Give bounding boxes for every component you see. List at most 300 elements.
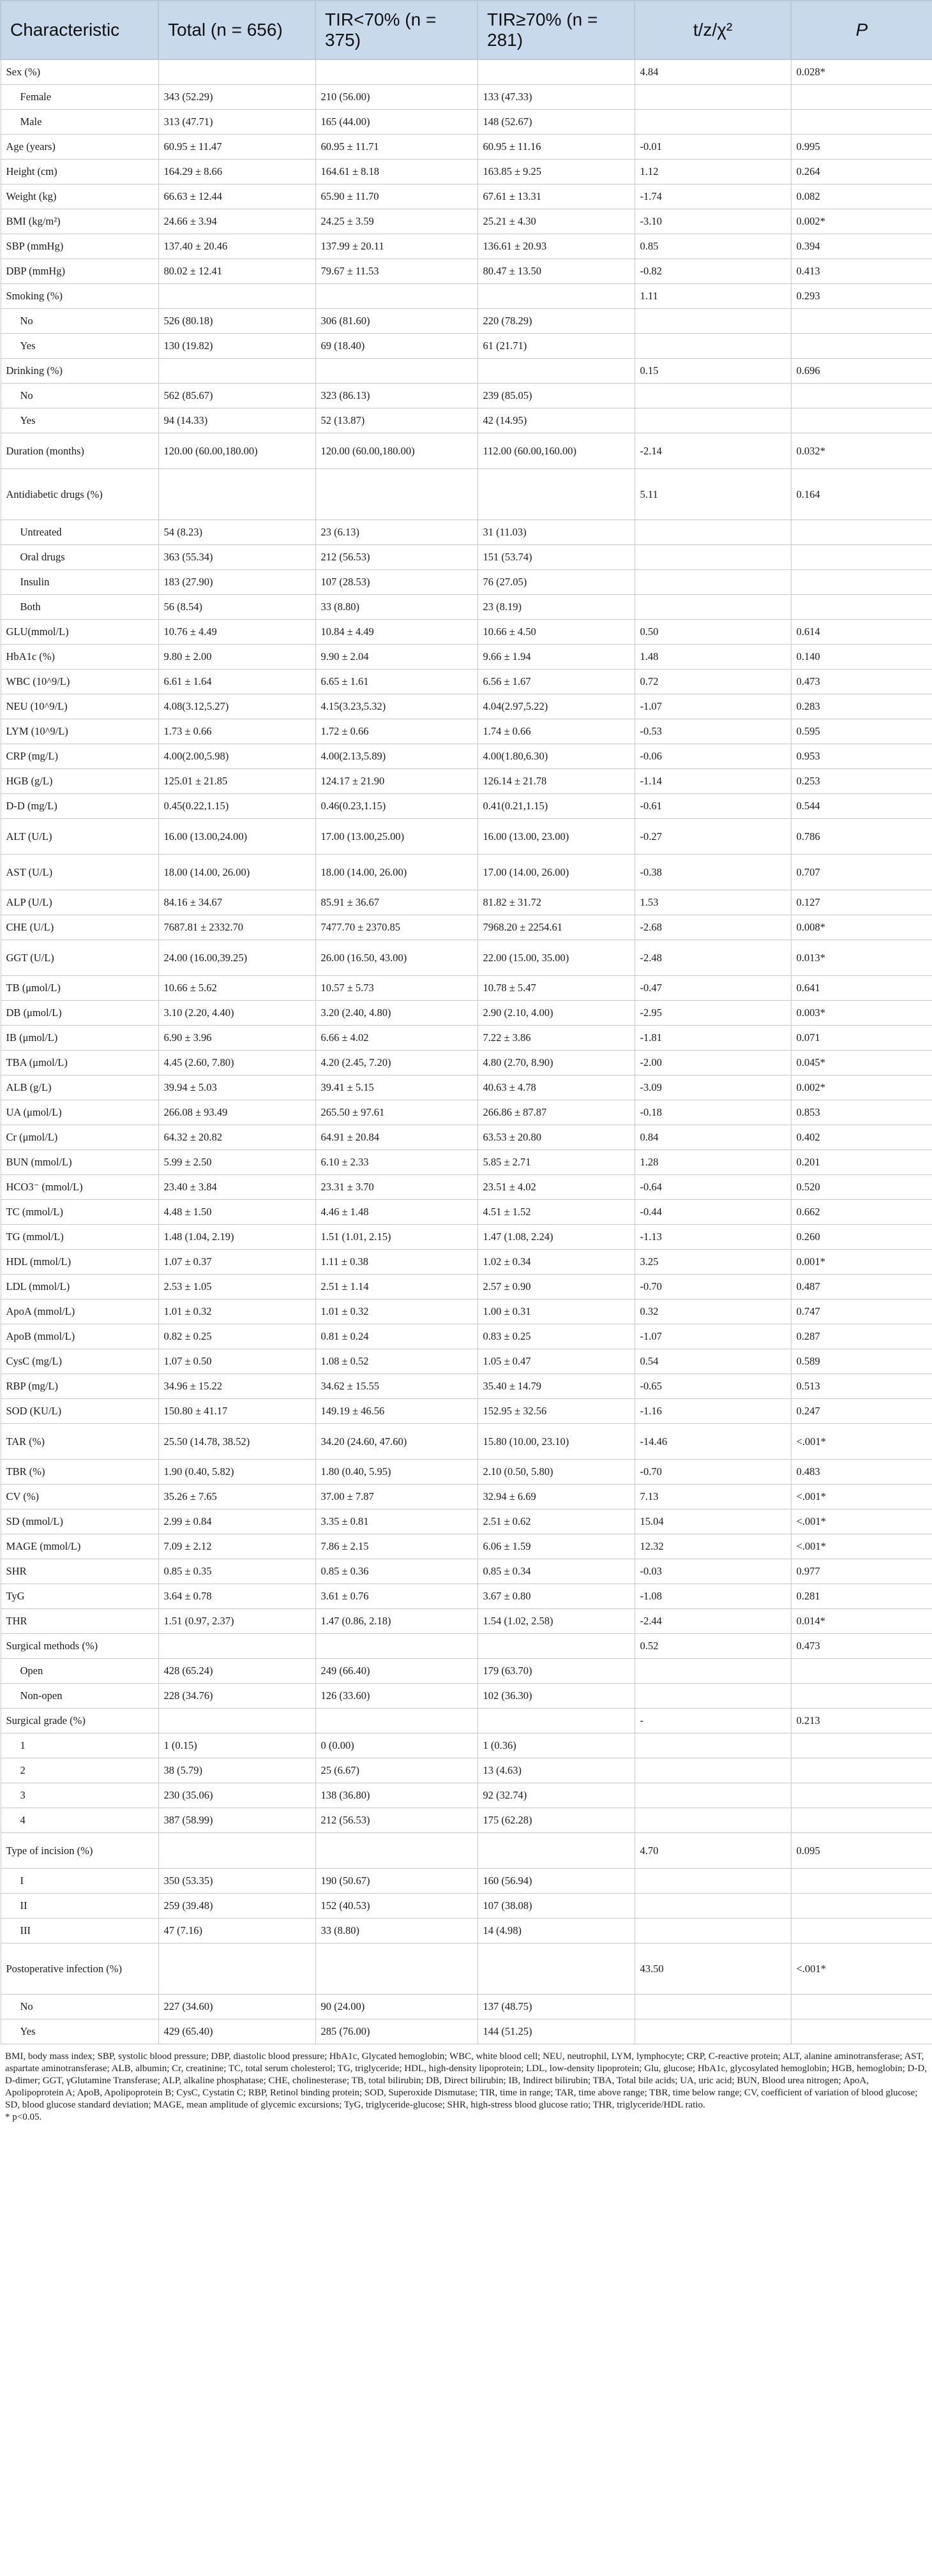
tir-low-cell: 164.61 ± 8.18 (315, 159, 477, 184)
total-cell: 183 (27.90) (158, 569, 315, 594)
total-cell: 1.07 ± 0.50 (158, 1349, 315, 1374)
table-row (1, 1683, 932, 1708)
tir-high-cell: 60.95 ± 11.16 (477, 134, 635, 159)
characteristic-cell: No (1, 383, 158, 408)
total-cell: 35.26 ± 7.65 (158, 1484, 315, 1509)
tir-low-cell: 10.57 ± 5.73 (315, 975, 477, 1000)
table-row (1, 719, 932, 744)
table-row (1, 520, 932, 544)
table-row (1, 258, 932, 283)
tir-low-cell: 7.86 ± 2.15 (315, 1534, 477, 1559)
tir-low-cell: 60.95 ± 11.71 (315, 134, 477, 159)
p-value-cell: 0.003* (791, 1000, 932, 1025)
statistic-cell: 1.53 (635, 890, 791, 915)
statistic-cell: -2.44 (635, 1608, 791, 1633)
statistic-cell: 4.84 (635, 59, 791, 84)
p-value-cell (791, 383, 932, 408)
table-row (1, 890, 932, 915)
header-row (1, 1, 932, 59)
tir-high-cell: 42 (14.95) (477, 408, 635, 433)
tir-high-cell: 0.41(0.21,1.15) (477, 793, 635, 818)
total-cell: 387 (58.99) (158, 1808, 315, 1832)
total-cell: 6.61 ± 1.64 (158, 669, 315, 694)
characteristic-cell: Insulin (1, 569, 158, 594)
table-row (1, 184, 932, 209)
table-row (1, 1125, 932, 1149)
total-cell: 60.95 ± 11.47 (158, 134, 315, 159)
statistic-cell (635, 1758, 791, 1783)
statistic-cell: - (635, 1708, 791, 1733)
tir-low-cell: 4.00(2.13,5.89) (315, 744, 477, 768)
tir-high-cell: 23 (8.19) (477, 594, 635, 619)
tir-low-cell: 64.91 ± 20.84 (315, 1125, 477, 1149)
table-row (1, 1423, 932, 1459)
tir-high-cell: 2.90 (2.10, 4.00) (477, 1000, 635, 1025)
tir-low-cell (315, 283, 477, 308)
characteristic-cell: THR (1, 1608, 158, 1633)
tir-high-cell: 3.67 ± 0.80 (477, 1584, 635, 1608)
characteristic-cell: GGT (U/L) (1, 940, 158, 975)
table-row (1, 1249, 932, 1274)
p-value-cell: 0.394 (791, 234, 932, 258)
header-total: Total (n = 656) (158, 1, 315, 59)
characteristic-cell: GLU(mmol/L) (1, 619, 158, 644)
total-cell: 34.96 ± 15.22 (158, 1374, 315, 1398)
p-value-cell: <.001* (791, 1943, 932, 1994)
statistic-cell: -2.95 (635, 1000, 791, 1025)
p-value-cell: 0.082 (791, 184, 932, 209)
statistic-cell (635, 594, 791, 619)
p-value-cell (791, 1733, 932, 1758)
total-cell: 4.48 ± 1.50 (158, 1199, 315, 1224)
statistic-cell: -0.64 (635, 1174, 791, 1199)
characteristic-cell: DB (μmol/L) (1, 1000, 158, 1025)
total-cell (158, 1633, 315, 1658)
tir-high-cell: 4.04(2.97,5.22) (477, 694, 635, 719)
header-tir-low: TIR<70% (n = 375) (315, 1, 477, 59)
tir-high-cell: 137 (48.75) (477, 1994, 635, 2019)
p-value-cell: 0.045* (791, 1050, 932, 1075)
statistic-cell: -1.07 (635, 1324, 791, 1349)
p-value-cell: 0.293 (791, 283, 932, 308)
p-value-cell (791, 308, 932, 333)
total-cell: 429 (65.40) (158, 2019, 315, 2044)
characteristic-cell: Weight (kg) (1, 184, 158, 209)
p-value-cell: 0.201 (791, 1149, 932, 1174)
table-row (1, 1994, 932, 2019)
total-cell (158, 358, 315, 383)
p-value-cell: 0.696 (791, 358, 932, 383)
characteristic-cell: CRP (mg/L) (1, 744, 158, 768)
characteristic-cell: SOD (KU/L) (1, 1398, 158, 1423)
statistic-cell (635, 1658, 791, 1683)
table-row (1, 1758, 932, 1783)
characteristic-cell: Open (1, 1658, 158, 1683)
statistic-cell: -1.16 (635, 1398, 791, 1423)
total-cell (158, 59, 315, 84)
p-value-cell: 0.995 (791, 134, 932, 159)
tir-low-cell: 18.00 (14.00, 26.00) (315, 854, 477, 890)
p-value-cell: <.001* (791, 1509, 932, 1534)
statistic-cell: 1.11 (635, 283, 791, 308)
total-cell: 2.53 ± 1.05 (158, 1274, 315, 1299)
tir-low-cell: 249 (66.40) (315, 1658, 477, 1683)
header-statistic: t/z/χ² (635, 1, 791, 59)
table-row (1, 234, 932, 258)
significance-note: * p<0.05. (5, 2111, 42, 2122)
characteristic-cell: DBP (mmHg) (1, 258, 158, 283)
statistic-cell (635, 1893, 791, 1918)
tir-high-cell: 144 (51.25) (477, 2019, 635, 2044)
statistic-cell: 1.28 (635, 1149, 791, 1174)
table-row (1, 408, 932, 433)
p-value-cell: 0.002* (791, 209, 932, 234)
table-row (1, 1918, 932, 1943)
table-row (1, 619, 932, 644)
p-value-cell: 0.977 (791, 1559, 932, 1584)
tir-high-cell: 1.00 ± 0.31 (477, 1299, 635, 1324)
header-tir-high: TIR≥70% (n = 281) (477, 1, 635, 59)
table-row (1, 544, 932, 569)
tir-low-cell: 3.35 ± 0.81 (315, 1509, 477, 1534)
characteristic-cell: Surgical grade (%) (1, 1708, 158, 1733)
statistic-cell: 7.13 (635, 1484, 791, 1509)
tir-high-cell: 160 (56.94) (477, 1868, 635, 1893)
characteristic-cell: HCO3⁻ (mmol/L) (1, 1174, 158, 1199)
statistic-cell: 0.32 (635, 1299, 791, 1324)
tir-low-cell: 285 (76.00) (315, 2019, 477, 2044)
table-row (1, 1149, 932, 1174)
statistic-cell: -0.18 (635, 1100, 791, 1125)
tir-low-cell: 0.81 ± 0.24 (315, 1324, 477, 1349)
p-value-cell: 0.127 (791, 890, 932, 915)
tir-high-cell: 7.22 ± 3.86 (477, 1025, 635, 1050)
total-cell: 230 (35.06) (158, 1783, 315, 1808)
characteristic-cell: MAGE (mmol/L) (1, 1534, 158, 1559)
tir-high-cell (477, 468, 635, 520)
table-row (1, 744, 932, 768)
table-row (1, 1025, 932, 1050)
p-value-cell (791, 1683, 932, 1708)
total-cell: 66.63 ± 12.44 (158, 184, 315, 209)
statistic-cell (635, 383, 791, 408)
statistic-cell: 0.50 (635, 619, 791, 644)
statistic-cell: -14.46 (635, 1423, 791, 1459)
characteristic-cell: 1 (1, 1733, 158, 1758)
characteristic-cell: D-D (mg/L) (1, 793, 158, 818)
tir-low-cell: 210 (56.00) (315, 84, 477, 109)
tir-high-cell: 16.00 (13.00, 23.00) (477, 818, 635, 854)
p-value-cell: 0.213 (791, 1708, 932, 1733)
tir-low-cell: 79.67 ± 11.53 (315, 258, 477, 283)
statistic-cell: -0.27 (635, 818, 791, 854)
tir-high-cell: 7968.20 ± 2254.61 (477, 915, 635, 940)
tir-high-cell: 0.85 ± 0.34 (477, 1559, 635, 1584)
p-value-cell: 0.287 (791, 1324, 932, 1349)
p-value-cell (791, 1808, 932, 1832)
total-cell: 16.00 (13.00,24.00) (158, 818, 315, 854)
total-cell: 1.01 ± 0.32 (158, 1299, 315, 1324)
p-value-cell: 0.513 (791, 1374, 932, 1398)
tir-high-cell: 1.54 (1.02, 2.58) (477, 1608, 635, 1633)
tir-low-cell: 149.19 ± 46.56 (315, 1398, 477, 1423)
p-value-cell: 0.014* (791, 1608, 932, 1633)
statistic-cell (635, 1683, 791, 1708)
total-cell: 3.10 (2.20, 4.40) (158, 1000, 315, 1025)
tir-low-cell: 34.20 (24.60, 47.60) (315, 1423, 477, 1459)
tir-low-cell: 85.91 ± 36.67 (315, 890, 477, 915)
tir-low-cell: 107 (28.53) (315, 569, 477, 594)
tir-high-cell: 6.06 ± 1.59 (477, 1534, 635, 1559)
tir-low-cell: 323 (86.13) (315, 383, 477, 408)
statistic-cell: -0.01 (635, 134, 791, 159)
tir-low-cell (315, 59, 477, 84)
total-cell (158, 468, 315, 520)
statistic-cell: -1.13 (635, 1224, 791, 1249)
total-cell: 428 (65.24) (158, 1658, 315, 1683)
tir-high-cell: 179 (63.70) (477, 1658, 635, 1683)
characteristic-cell: ApoB (mmol/L) (1, 1324, 158, 1349)
characteristic-cell: II (1, 1893, 158, 1918)
table-row (1, 644, 932, 669)
statistic-cell: -0.65 (635, 1374, 791, 1398)
total-cell: 39.94 ± 5.03 (158, 1075, 315, 1100)
tir-low-cell (315, 1832, 477, 1868)
statistic-cell: -0.03 (635, 1559, 791, 1584)
total-cell: 80.02 ± 12.41 (158, 258, 315, 283)
characteristic-cell: SHR (1, 1559, 158, 1584)
tir-high-cell: 6.56 ± 1.67 (477, 669, 635, 694)
tir-high-cell: 1.05 ± 0.47 (477, 1349, 635, 1374)
statistic-cell: -2.48 (635, 940, 791, 975)
tir-low-cell: 34.62 ± 15.55 (315, 1374, 477, 1398)
p-value-cell (791, 2019, 932, 2044)
p-value-cell (791, 84, 932, 109)
statistic-cell (635, 408, 791, 433)
table-row (1, 1299, 932, 1324)
characteristic-cell: TB (μmol/L) (1, 975, 158, 1000)
p-value-cell (791, 1918, 932, 1943)
tir-low-cell: 9.90 ± 2.04 (315, 644, 477, 669)
characteristic-cell: ALT (U/L) (1, 818, 158, 854)
statistic-cell: -0.70 (635, 1459, 791, 1484)
characteristic-cell: 2 (1, 1758, 158, 1783)
total-cell (158, 1832, 315, 1868)
tir-high-cell: 136.61 ± 20.93 (477, 234, 635, 258)
tir-low-cell: 1.01 ± 0.32 (315, 1299, 477, 1324)
tir-high-cell: 32.94 ± 6.69 (477, 1484, 635, 1509)
characteristic-cell: Yes (1, 2019, 158, 2044)
tir-low-cell: 65.90 ± 11.70 (315, 184, 477, 209)
table-row (1, 1075, 932, 1100)
tir-high-cell: 2.57 ± 0.90 (477, 1274, 635, 1299)
p-value-cell (791, 1658, 932, 1683)
tir-low-cell: 26.00 (16.50, 43.00) (315, 940, 477, 975)
total-cell: 84.16 ± 34.67 (158, 890, 315, 915)
tir-low-cell: 6.10 ± 2.33 (315, 1149, 477, 1174)
tir-low-cell: 212 (56.53) (315, 544, 477, 569)
tir-low-cell: 137.99 ± 20.11 (315, 234, 477, 258)
p-value-cell: 0.008* (791, 915, 932, 940)
table-row (1, 283, 932, 308)
statistic-cell (635, 1918, 791, 1943)
table-row (1, 594, 932, 619)
tir-high-cell: 4.51 ± 1.52 (477, 1199, 635, 1224)
tir-high-cell: 4.00(1.80,6.30) (477, 744, 635, 768)
tir-high-cell: 112.00 (60.00,160.00) (477, 433, 635, 468)
total-cell: 0.82 ± 0.25 (158, 1324, 315, 1349)
table-row (1, 358, 932, 383)
characteristic-cell: Untreated (1, 520, 158, 544)
statistic-cell: -0.47 (635, 975, 791, 1000)
tir-low-cell: 3.20 (2.40, 4.80) (315, 1000, 477, 1025)
statistic-cell: 0.52 (635, 1633, 791, 1658)
characteristic-cell: LYM (10^9/L) (1, 719, 158, 744)
total-cell: 7687.81 ± 2332.70 (158, 915, 315, 940)
statistic-cell: 0.84 (635, 1125, 791, 1149)
tir-high-cell: 1 (0.36) (477, 1733, 635, 1758)
tir-low-cell: 6.65 ± 1.61 (315, 669, 477, 694)
table-row (1, 1349, 932, 1374)
table-row (1, 159, 932, 184)
p-value-cell: 0.786 (791, 818, 932, 854)
total-cell: 164.29 ± 8.66 (158, 159, 315, 184)
characteristic-cell: Smoking (%) (1, 283, 158, 308)
characteristic-cell: Yes (1, 408, 158, 433)
abbreviations-note: BMI, body mass index; SBP, systolic blood pressure; DBP, diastolic blood pressure; HbA1c, Glycated hemoglobin; WBC, white blood cell; NEU, neutrophil, LYM, lymphocyte; CRP, C-reactive protein; ALT, alanine aminotransferase; AST, aspartate aminotransferase; ALB, albumin; Cr, creatinine; TC, total serum cholesterol; TG, triglyceride; HDL, high-density lipoprotein; LDL, low-density lipoprotein; Glu, glucose; HbA1c, glycosylated hemoglobin; HGB, hemoglobin; D-D, D-dimer; GGT, γGlutamine Transferase; ALP, alkaline phosphatase; CHE, cholinesterase; TB, total bilirubin; DB, Direct bilirubin; IB, Indirect bilirubin; TBA, Total bile acids; UA, uric acid; BUN, Blood urea nitrogen; ApoA, Apolipoprotein A; ApoB, Apolipoprotein B; CysC, Cystatin C; RBP, Retinol binding protein; SOD, Superoxide Dismutase; TIR, time in range; TAR, time above range; TBR, time below range; CV, coefficient of variation of blood glucose; SD, blood glucose standard deviation; MAGE, mean amplitude of glycemic excursions; TyG, triglyceride-glucose; SHR, high-stress blood glucose ratio; THR, triglyceride/HDL ratio. (5, 2051, 927, 2110)
p-value-cell: 0.641 (791, 975, 932, 1000)
statistic-cell: 43.50 (635, 1943, 791, 1994)
characteristic-cell: TBA (μmol/L) (1, 1050, 158, 1075)
tir-low-cell: 4.15(3.23,5.32) (315, 694, 477, 719)
table-row (1, 1534, 932, 1559)
characteristic-cell: IB (μmol/L) (1, 1025, 158, 1050)
characteristic-cell: Age (years) (1, 134, 158, 159)
table-row (1, 793, 932, 818)
characteristic-cell: 3 (1, 1783, 158, 1808)
p-value-cell: 0.283 (791, 694, 932, 719)
header-characteristic: Characteristic (1, 1, 158, 59)
tir-low-cell: 124.17 ± 21.90 (315, 768, 477, 793)
tir-low-cell: 165 (44.00) (315, 109, 477, 134)
p-value-cell: 0.002* (791, 1075, 932, 1100)
table-row (1, 59, 932, 84)
total-cell (158, 283, 315, 308)
table-row (1, 768, 932, 793)
tir-high-cell (477, 1943, 635, 1994)
tir-low-cell: 120.00 (60.00,180.00) (315, 433, 477, 468)
tir-low-cell: 10.84 ± 4.49 (315, 619, 477, 644)
p-value-cell: 0.164 (791, 468, 932, 520)
tir-low-cell (315, 1943, 477, 1994)
characteristic-cell: Sex (%) (1, 59, 158, 84)
p-value-cell: 0.595 (791, 719, 932, 744)
tir-high-cell: 67.61 ± 13.31 (477, 184, 635, 209)
tir-low-cell: 25 (6.67) (315, 1758, 477, 1783)
total-cell: 1 (0.15) (158, 1733, 315, 1758)
tir-low-cell (315, 1708, 477, 1733)
table-row (1, 209, 932, 234)
tir-high-cell: 163.85 ± 9.25 (477, 159, 635, 184)
characteristic-cell: TyG (1, 1584, 158, 1608)
tir-low-cell: 39.41 ± 5.15 (315, 1075, 477, 1100)
statistic-cell: 0.85 (635, 234, 791, 258)
characteristic-cell: WBC (10^9/L) (1, 669, 158, 694)
statistic-cell: -1.08 (635, 1584, 791, 1608)
table-row (1, 569, 932, 594)
p-value-cell (791, 569, 932, 594)
tir-low-cell: 37.00 ± 7.87 (315, 1484, 477, 1509)
p-value-cell: 0.402 (791, 1125, 932, 1149)
tir-low-cell: 0.46(0.23,1.15) (315, 793, 477, 818)
tir-low-cell: 152 (40.53) (315, 1893, 477, 1918)
tir-low-cell: 23.31 ± 3.70 (315, 1174, 477, 1199)
table-row (1, 1224, 932, 1249)
statistic-cell: -0.06 (635, 744, 791, 768)
tir-low-cell: 1.11 ± 0.38 (315, 1249, 477, 1274)
table-row (1, 1324, 932, 1349)
tir-low-cell: 4.46 ± 1.48 (315, 1199, 477, 1224)
statistic-cell: -3.09 (635, 1075, 791, 1100)
table-row (1, 1509, 932, 1534)
statistic-cell: -2.68 (635, 915, 791, 940)
total-cell: 0.45(0.22,1.15) (158, 793, 315, 818)
tir-low-cell: 90 (24.00) (315, 1994, 477, 2019)
table-row (1, 383, 932, 408)
characteristic-cell: SBP (mmHg) (1, 234, 158, 258)
tir-low-cell: 6.66 ± 4.02 (315, 1025, 477, 1050)
characteristic-cell: TC (mmol/L) (1, 1199, 158, 1224)
table-row (1, 1050, 932, 1075)
statistic-cell: -2.14 (635, 433, 791, 468)
total-cell: 4.08(3.12,5.27) (158, 694, 315, 719)
tir-high-cell: 23.51 ± 4.02 (477, 1174, 635, 1199)
total-cell: 25.50 (14.78, 38.52) (158, 1423, 315, 1459)
tir-high-cell: 133 (47.33) (477, 84, 635, 109)
table-row (1, 1484, 932, 1509)
table-row (1, 1374, 932, 1398)
total-cell: 47 (7.16) (158, 1918, 315, 1943)
total-cell: 343 (52.29) (158, 84, 315, 109)
total-cell: 23.40 ± 3.84 (158, 1174, 315, 1199)
total-cell: 56 (8.54) (158, 594, 315, 619)
table-row (1, 1893, 932, 1918)
total-cell: 7.09 ± 2.12 (158, 1534, 315, 1559)
characteristic-cell: HbA1c (%) (1, 644, 158, 669)
tir-low-cell: 1.72 ± 0.66 (315, 719, 477, 744)
table-row (1, 1584, 932, 1608)
tir-high-cell: 76 (27.05) (477, 569, 635, 594)
characteristic-cell: No (1, 1994, 158, 2019)
tir-high-cell: 31 (11.03) (477, 520, 635, 544)
statistic-cell: 1.48 (635, 644, 791, 669)
tir-high-cell: 102 (36.30) (477, 1683, 635, 1708)
table-row (1, 975, 932, 1000)
total-cell: 3.64 ± 0.78 (158, 1584, 315, 1608)
table-row (1, 1274, 932, 1299)
characteristic-cell: Both (1, 594, 158, 619)
total-cell: 1.51 (0.97, 2.37) (158, 1608, 315, 1633)
tir-low-cell: 33 (8.80) (315, 1918, 477, 1943)
p-value-cell: <.001* (791, 1534, 932, 1559)
statistic-cell: -0.38 (635, 854, 791, 890)
characteristic-cell: Cr (μmol/L) (1, 1125, 158, 1149)
statistic-cell: 0.15 (635, 358, 791, 383)
statistic-cell (635, 1783, 791, 1808)
tir-high-cell (477, 1832, 635, 1868)
total-cell: 1.48 (1.04, 2.19) (158, 1224, 315, 1249)
statistic-cell (635, 544, 791, 569)
